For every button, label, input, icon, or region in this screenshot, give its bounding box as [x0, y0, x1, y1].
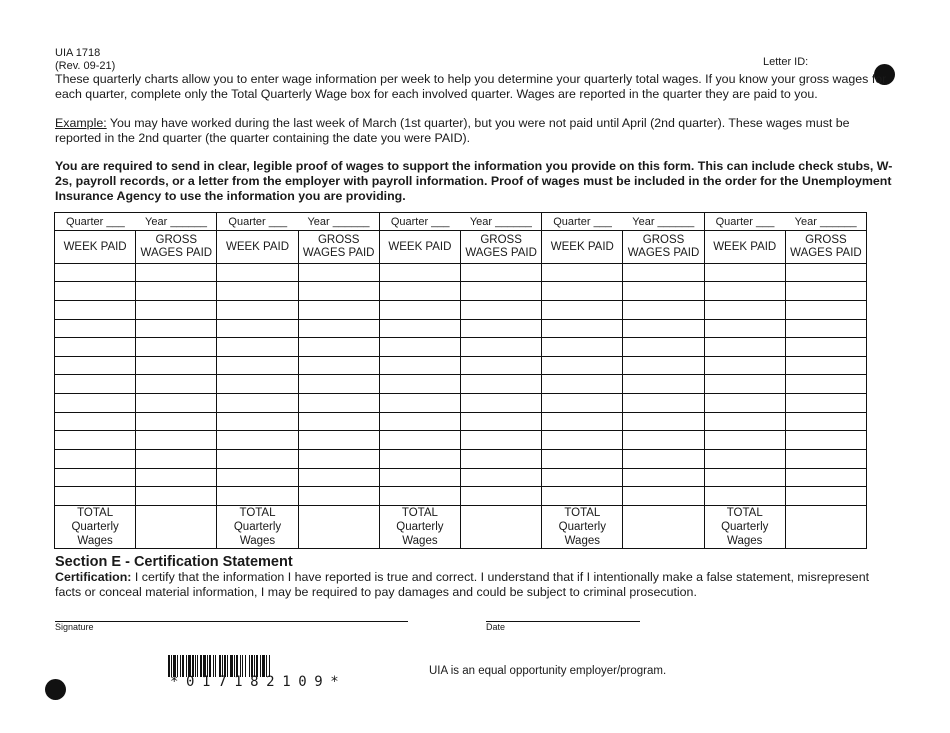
table-row: [705, 413, 866, 432]
table-row: [542, 431, 703, 450]
table-row: [55, 357, 216, 376]
gross-wages-cell[interactable]: [135, 264, 216, 282]
gross-wages-cell[interactable]: [785, 394, 866, 412]
table-row: [217, 394, 378, 413]
week-paid-cell[interactable]: [380, 431, 460, 449]
week-paid-cell[interactable]: [380, 487, 460, 505]
gross-wages-cell[interactable]: [135, 320, 216, 338]
week-paid-cell[interactable]: [705, 487, 785, 505]
week-paid-cell[interactable]: [217, 431, 297, 449]
table-row: [542, 301, 703, 320]
table-row: [705, 282, 866, 301]
gross-wages-cell[interactable]: [135, 487, 216, 505]
quarter-field[interactable]: Quarter ___: [715, 215, 775, 228]
gross-wages-cell[interactable]: [622, 264, 703, 282]
quarter-block: [379, 213, 541, 548]
table-row: [705, 338, 866, 357]
gross-wages-cell[interactable]: [785, 431, 866, 449]
quarter-field[interactable]: Quarter ___: [228, 215, 288, 228]
gross-wages-cell[interactable]: [298, 375, 379, 393]
table-row: [217, 282, 378, 301]
gross-wages-cell[interactable]: [135, 282, 216, 300]
table-row: [55, 450, 216, 469]
table-row: [705, 394, 866, 413]
table-row: [380, 450, 541, 469]
quarter-block: [704, 213, 866, 548]
example-label: Example:: [55, 116, 107, 130]
total-quarterly-wages-label: TOTAL Quarterly Wages: [558, 507, 606, 548]
table-row: [542, 357, 703, 376]
gross-wages-cell[interactable]: [460, 301, 541, 319]
gross-wages-cell[interactable]: [785, 450, 866, 468]
week-paid-cell[interactable]: [542, 431, 622, 449]
week-paid-cell[interactable]: [542, 320, 622, 338]
table-row: [55, 487, 216, 506]
column-headers: [217, 231, 378, 263]
table-row: [380, 338, 541, 357]
form-number: UIA 1718: [55, 47, 101, 59]
week-paid-cell[interactable]: [217, 357, 297, 375]
week-paid-cell[interactable]: [55, 413, 135, 431]
table-row: [217, 301, 378, 320]
total-row: [217, 506, 378, 548]
table-row: [542, 394, 703, 413]
week-paid-header: WEEK PAID: [550, 240, 614, 253]
table-row: [705, 301, 866, 320]
week-paid-header: WEEK PAID: [713, 240, 777, 253]
week-paid-cell[interactable]: [217, 301, 297, 319]
week-paid-cell[interactable]: [380, 264, 460, 282]
table-row: [55, 338, 216, 357]
table-row: [217, 469, 378, 488]
eeo-statement: UIA is an equal opportunity employer/program.: [429, 665, 667, 677]
week-paid-cell[interactable]: [55, 264, 135, 282]
gross-wages-header: GROSS WAGES PAID: [135, 231, 216, 262]
week-paid-cell[interactable]: [542, 487, 622, 505]
table-row: [217, 338, 378, 357]
gross-wages-cell[interactable]: [135, 450, 216, 468]
week-paid-cell[interactable]: [380, 375, 460, 393]
table-row: [380, 282, 541, 301]
week-paid-cell[interactable]: [55, 338, 135, 356]
week-paid-cell[interactable]: [217, 282, 297, 300]
week-paid-cell[interactable]: [705, 338, 785, 356]
total-row: [542, 506, 703, 548]
table-row: [705, 375, 866, 394]
quarter-block: [541, 213, 703, 548]
form-id-block: [55, 47, 115, 73]
week-paid-cell[interactable]: [542, 450, 622, 468]
form-revision: (Rev. 09-21): [55, 60, 116, 72]
week-paid-cell[interactable]: [542, 469, 622, 487]
quarter-block: [55, 213, 216, 548]
table-row: [705, 431, 866, 450]
gross-wages-cell[interactable]: [298, 469, 379, 487]
week-paid-cell[interactable]: [55, 394, 135, 412]
gross-wages-cell[interactable]: [622, 375, 703, 393]
quarter-block: [216, 213, 378, 548]
week-paid-cell[interactable]: [705, 394, 785, 412]
total-quarterly-wages-cell[interactable]: [622, 506, 703, 548]
gross-wages-cell[interactable]: [460, 264, 541, 282]
gross-wages-cell[interactable]: [135, 375, 216, 393]
barcode-number: *017182109*: [170, 674, 347, 690]
table-row: [542, 413, 703, 432]
table-row: [380, 413, 541, 432]
week-paid-cell[interactable]: [380, 413, 460, 431]
table-row: [705, 487, 866, 506]
gross-wages-cell[interactable]: [622, 301, 703, 319]
table-row: [55, 282, 216, 301]
table-row: [380, 301, 541, 320]
gross-wages-cell[interactable]: [298, 357, 379, 375]
gross-wages-cell[interactable]: [298, 413, 379, 431]
week-paid-cell[interactable]: [217, 487, 297, 505]
gross-wages-cell[interactable]: [298, 487, 379, 505]
week-paid-cell[interactable]: [55, 357, 135, 375]
table-row: [705, 469, 866, 488]
gross-wages-cell[interactable]: [298, 394, 379, 412]
table-row: [55, 375, 216, 394]
year-field[interactable]: Year ______: [632, 215, 695, 228]
week-paid-cell[interactable]: [705, 375, 785, 393]
week-paid-cell[interactable]: [55, 320, 135, 338]
gross-wages-cell[interactable]: [135, 413, 216, 431]
total-row: [380, 506, 541, 548]
week-paid-cell[interactable]: [542, 413, 622, 431]
column-headers: [55, 231, 216, 263]
table-row: [55, 431, 216, 450]
column-headers: [542, 231, 703, 263]
gross-wages-cell[interactable]: [622, 431, 703, 449]
gross-wages-cell[interactable]: [135, 338, 216, 356]
week-paid-cell[interactable]: [55, 487, 135, 505]
gross-wages-cell[interactable]: [460, 357, 541, 375]
week-paid-cell[interactable]: [55, 469, 135, 487]
week-paid-header: WEEK PAID: [388, 240, 452, 253]
gross-wages-cell[interactable]: [622, 394, 703, 412]
gross-wages-cell[interactable]: [785, 357, 866, 375]
gross-wages-cell[interactable]: [785, 282, 866, 300]
total-quarterly-wages-label: TOTAL Quarterly Wages: [721, 507, 769, 548]
week-paid-cell[interactable]: [705, 357, 785, 375]
intro-paragraph: These quarterly charts allow you to enter wage information per week to help you determine your quarterly total wages. If you know your gross wages for each quarter, complete only the Total Quarterly Wage box for each involved quarter. Wages are reported in the quarter they are paid to you.: [55, 72, 887, 101]
week-paid-cell[interactable]: [55, 431, 135, 449]
column-headers: [380, 231, 541, 263]
example-paragraph: [55, 116, 897, 146]
total-row: [55, 506, 216, 548]
table-row: [55, 320, 216, 339]
gross-wages-cell[interactable]: [622, 320, 703, 338]
gross-wages-cell[interactable]: [785, 413, 866, 431]
gross-wages-cell[interactable]: [298, 338, 379, 356]
gross-wages-cell[interactable]: [298, 264, 379, 282]
table-row: [55, 413, 216, 432]
table-row: [380, 487, 541, 506]
table-row: [217, 357, 378, 376]
table-row: [380, 357, 541, 376]
quarter-header: [705, 213, 866, 231]
gross-wages-cell[interactable]: [785, 469, 866, 487]
week-paid-cell[interactable]: [542, 394, 622, 412]
week-paid-cell[interactable]: [542, 264, 622, 282]
gross-wages-cell[interactable]: [298, 431, 379, 449]
table-row: [380, 394, 541, 413]
table-row: [380, 375, 541, 394]
week-paid-cell[interactable]: [705, 320, 785, 338]
quarter-field[interactable]: Quarter ___: [553, 215, 612, 228]
table-row: [217, 487, 378, 506]
table-row: [705, 357, 866, 376]
gross-wages-header: GROSS WAGES PAID: [622, 231, 703, 262]
total-quarterly-wages-label: TOTAL Quarterly Wages: [233, 507, 282, 548]
week-paid-cell[interactable]: [55, 282, 135, 300]
table-row: [542, 264, 703, 283]
table-row: [542, 487, 703, 506]
gross-wages-cell[interactable]: [460, 469, 541, 487]
week-paid-cell[interactable]: [380, 320, 460, 338]
gross-wages-cell[interactable]: [785, 487, 866, 505]
total-quarterly-wages-label: TOTAL Quarterly Wages: [396, 507, 444, 548]
certification-statement: [55, 570, 897, 600]
gross-wages-cell[interactable]: [135, 301, 216, 319]
gross-wages-cell[interactable]: [460, 450, 541, 468]
week-paid-cell[interactable]: [217, 264, 297, 282]
gross-wages-cell[interactable]: [135, 469, 216, 487]
gross-wages-cell[interactable]: [622, 487, 703, 505]
week-paid-cell[interactable]: [705, 264, 785, 282]
week-paid-cell[interactable]: [380, 338, 460, 356]
week-paid-cell[interactable]: [380, 469, 460, 487]
letter-id-label: Letter ID:: [763, 56, 809, 68]
table-row: [55, 469, 216, 488]
week-paid-cell[interactable]: [380, 394, 460, 412]
week-paid-cell[interactable]: [217, 338, 297, 356]
week-paid-cell[interactable]: [55, 301, 135, 319]
table-row: [380, 264, 541, 283]
gross-wages-cell[interactable]: [622, 338, 703, 356]
table-row: [380, 469, 541, 488]
table-row: [542, 450, 703, 469]
quarter-header: [380, 213, 541, 231]
proof-notice: You are required to send in clear, legible proof of wages to support the information you provide on this form. This can include check stubs, W-2s, payroll records, or a letter from the employer with payroll information. Proof of wages must be included in the order for the Unemployment Insurance Agency to use the information you are providing.: [55, 159, 893, 203]
year-field[interactable]: Year ______: [145, 215, 208, 228]
table-row: [217, 450, 378, 469]
gross-wages-cell[interactable]: [460, 394, 541, 412]
week-paid-cell[interactable]: [542, 282, 622, 300]
week-paid-header: WEEK PAID: [225, 240, 290, 253]
registration-mark-bottom: [45, 679, 66, 700]
week-paid-cell[interactable]: [380, 450, 460, 468]
table-row: [217, 375, 378, 394]
week-paid-cell[interactable]: [705, 450, 785, 468]
certification-text: I certify that the information I have reported is true and correct. I understand that if I intentionally make a false statement, misrepresent facts or conceal material information, I may be required to pay damages and could be subject to criminal prosecution.: [55, 570, 870, 599]
gross-wages-header: GROSS WAGES PAID: [785, 231, 866, 262]
signature-line[interactable]: [55, 621, 408, 622]
gross-wages-cell[interactable]: [298, 301, 379, 319]
gross-wages-cell[interactable]: [622, 450, 703, 468]
table-row: [542, 320, 703, 339]
week-paid-cell[interactable]: [542, 301, 622, 319]
quarter-field[interactable]: Quarter ___: [66, 215, 125, 228]
table-row: [542, 375, 703, 394]
certification-label: Certification:: [55, 570, 132, 584]
gross-wages-header: GROSS WAGES PAID: [460, 231, 541, 262]
gross-wages-cell[interactable]: [785, 375, 866, 393]
gross-wages-cell[interactable]: [298, 320, 379, 338]
week-paid-cell[interactable]: [705, 469, 785, 487]
gross-wages-cell[interactable]: [460, 487, 541, 505]
week-paid-cell[interactable]: [705, 431, 785, 449]
date-label: Date: [486, 622, 506, 632]
table-row: [705, 264, 866, 283]
gross-wages-cell[interactable]: [785, 301, 866, 319]
week-paid-cell[interactable]: [380, 357, 460, 375]
gross-wages-cell[interactable]: [622, 413, 703, 431]
quarterly-wage-table: [54, 212, 867, 549]
week-paid-cell[interactable]: [55, 450, 135, 468]
table-row: [705, 450, 866, 469]
table-row: [542, 338, 703, 357]
week-paid-cell[interactable]: [217, 394, 297, 412]
gross-wages-header: GROSS WAGES PAID: [298, 231, 379, 262]
gross-wages-cell[interactable]: [622, 357, 703, 375]
week-paid-cell[interactable]: [380, 282, 460, 300]
week-paid-cell[interactable]: [542, 375, 622, 393]
table-row: [705, 320, 866, 339]
table-row: [55, 301, 216, 320]
quarter-header: [217, 213, 378, 231]
week-paid-cell[interactable]: [380, 301, 460, 319]
week-paid-cell[interactable]: [55, 375, 135, 393]
gross-wages-cell[interactable]: [460, 431, 541, 449]
quarter-header: [542, 213, 703, 231]
total-row: [705, 506, 866, 548]
table-row: [55, 264, 216, 283]
gross-wages-cell[interactable]: [785, 338, 866, 356]
gross-wages-cell[interactable]: [135, 357, 216, 375]
example-text: You may have worked during the last week of March (1st quarter), but you were not paid until April (2nd quarter). These wages must be reported in the 2nd quarter (the quarter containing the date you were PAID).: [55, 116, 850, 145]
gross-wages-cell[interactable]: [785, 320, 866, 338]
total-quarterly-wages-label: TOTAL Quarterly Wages: [71, 507, 119, 548]
year-field[interactable]: Year ______: [794, 215, 857, 228]
gross-wages-cell[interactable]: [460, 375, 541, 393]
week-paid-cell[interactable]: [217, 469, 297, 487]
section-e-title: Section E - Certification Statement: [55, 554, 293, 570]
table-row: [380, 431, 541, 450]
gross-wages-cell[interactable]: [298, 282, 379, 300]
total-quarterly-wages-cell[interactable]: [785, 506, 866, 548]
week-paid-cell[interactable]: [705, 413, 785, 431]
gross-wages-cell[interactable]: [135, 394, 216, 412]
gross-wages-cell[interactable]: [298, 450, 379, 468]
quarter-field[interactable]: Quarter ___: [390, 215, 450, 228]
total-quarterly-wages-cell[interactable]: [135, 506, 216, 548]
table-row: [542, 282, 703, 301]
table-row: [217, 320, 378, 339]
table-row: [380, 320, 541, 339]
gross-wages-cell[interactable]: [785, 264, 866, 282]
week-paid-cell[interactable]: [217, 375, 297, 393]
gross-wages-cell[interactable]: [135, 431, 216, 449]
gross-wages-cell[interactable]: [460, 338, 541, 356]
gross-wages-cell[interactable]: [622, 282, 703, 300]
week-paid-cell[interactable]: [217, 450, 297, 468]
year-field[interactable]: Year ______: [469, 215, 532, 228]
week-paid-cell[interactable]: [542, 357, 622, 375]
column-headers: [705, 231, 866, 263]
gross-wages-cell[interactable]: [622, 469, 703, 487]
table-row: [217, 431, 378, 450]
week-paid-header: WEEK PAID: [63, 240, 127, 253]
week-paid-cell[interactable]: [217, 413, 297, 431]
gross-wages-cell[interactable]: [460, 413, 541, 431]
total-quarterly-wages-cell[interactable]: [298, 506, 379, 548]
table-row: [55, 394, 216, 413]
week-paid-cell[interactable]: [542, 338, 622, 356]
year-field[interactable]: Year ______: [307, 215, 370, 228]
week-paid-cell[interactable]: [705, 301, 785, 319]
table-row: [542, 469, 703, 488]
gross-wages-cell[interactable]: [460, 282, 541, 300]
table-row: [217, 413, 378, 432]
week-paid-cell[interactable]: [705, 282, 785, 300]
total-quarterly-wages-cell[interactable]: [460, 506, 541, 548]
date-line[interactable]: [486, 621, 640, 622]
week-paid-cell[interactable]: [217, 320, 297, 338]
table-row: [217, 264, 378, 283]
gross-wages-cell[interactable]: [460, 320, 541, 338]
quarter-header: [55, 213, 216, 231]
signature-label: Signature: [55, 622, 94, 632]
